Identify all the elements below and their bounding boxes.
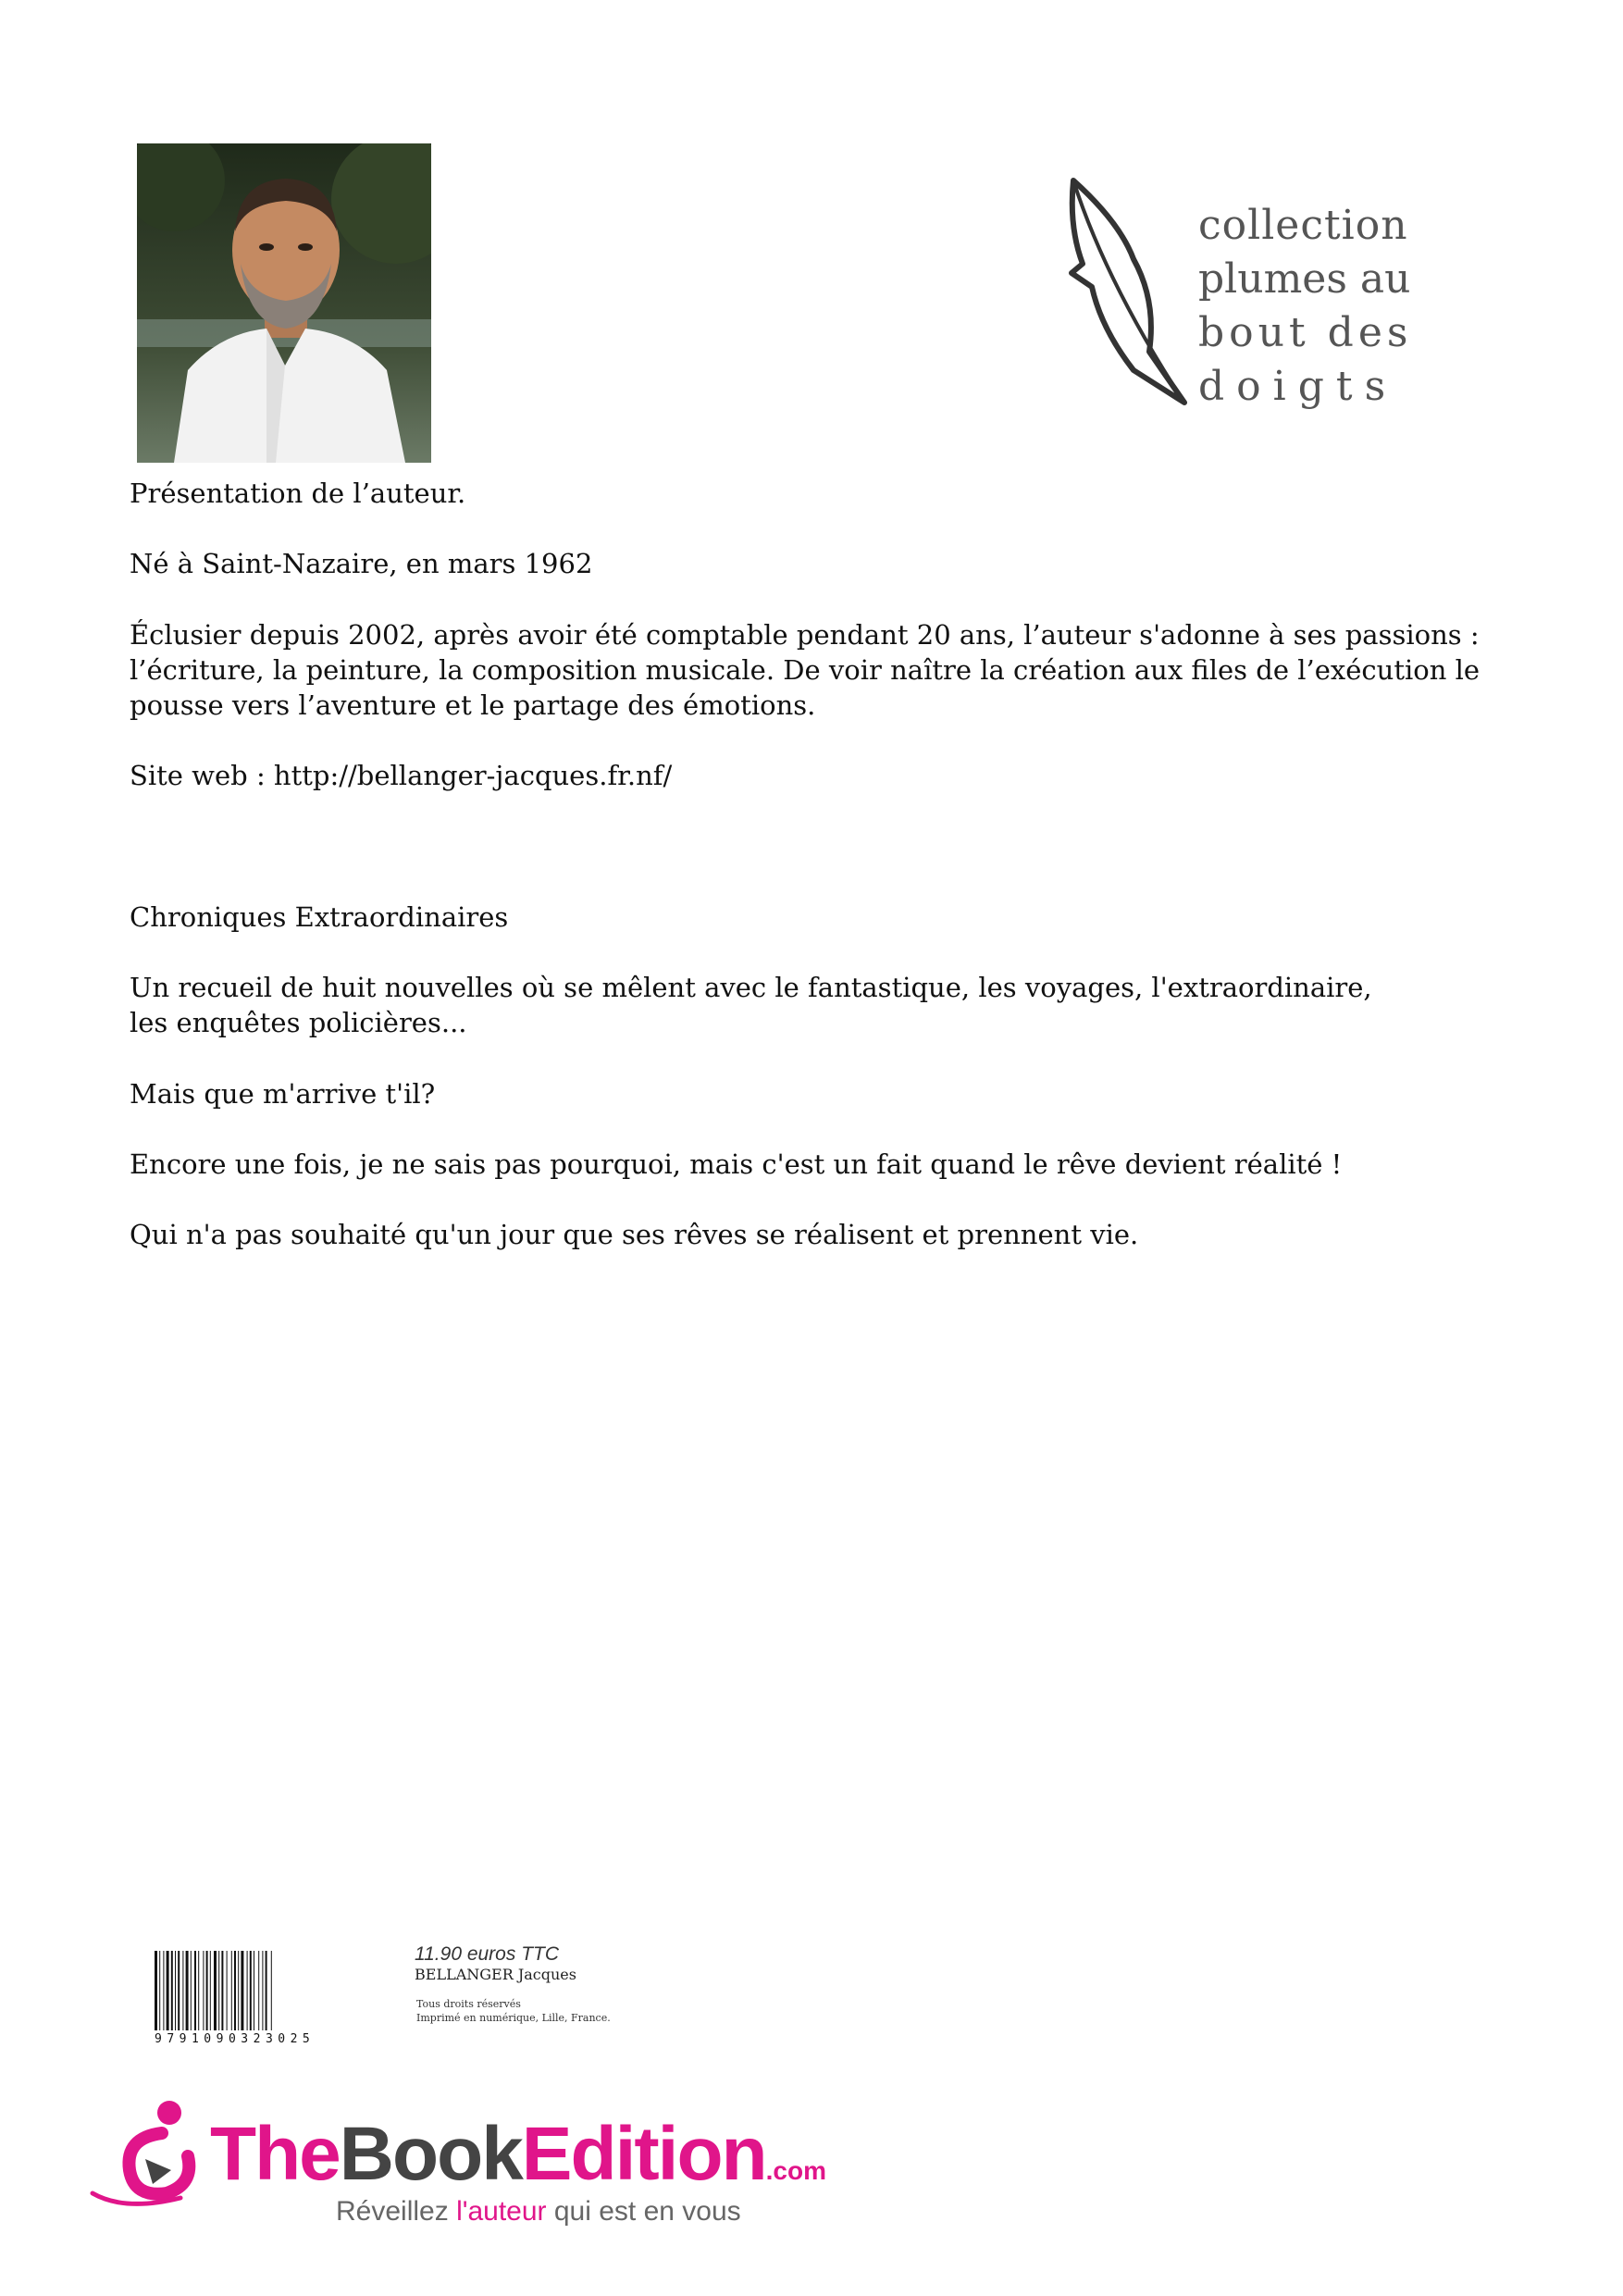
author-bio-line-3: pousse vers l’aventure et le partage des émotions.: [130, 689, 816, 721]
barcode-bar: [203, 1951, 204, 2030]
author-heading: Présentation de l’auteur.: [130, 478, 466, 509]
barcode-bar: [234, 1951, 236, 2030]
barcode-bar: [247, 1951, 248, 2030]
feather-icon: [1064, 171, 1194, 412]
price: 11.90 euros TTC: [415, 1943, 560, 1965]
publisher-logo: [88, 2096, 847, 2235]
author-born: Né à Saint-Nazaire, en mars 1962: [130, 548, 593, 579]
barcode-bar: [271, 1951, 272, 2030]
collection-logo: [1064, 171, 1413, 412]
rights-line-2: Imprimé en numérique, Lille, France.: [416, 2012, 611, 2024]
back-author: BELLANGER Jacques: [415, 1966, 576, 1983]
book-title: Chroniques Extraordinaires: [130, 901, 509, 933]
author-bio-line-2: l’écriture, la peinture, la composition musicale. De voir naître la création aux files de l’exécution le: [130, 654, 1481, 686]
barcode-bar: [206, 1951, 208, 2030]
barcode-bar: [241, 1951, 243, 2030]
barcode-bar: [262, 1951, 263, 2030]
publisher-name-the: The: [210, 2112, 340, 2196]
barcode-bar: [163, 1951, 164, 2030]
publisher-name-com: .com: [765, 2156, 826, 2185]
collection-line-4: doigts: [1198, 363, 1398, 410]
barcode-bar: [210, 1951, 211, 2030]
rights-text: [416, 1997, 611, 2025]
barcode-bar: [238, 1951, 239, 2030]
barcode-bar: [186, 1951, 189, 2030]
barcode-bar: [218, 1951, 219, 2030]
barcode-bar: [191, 1951, 192, 2030]
tagline-post: qui est en vous: [546, 2196, 741, 2227]
tagline-pre: Réveillez: [336, 2196, 457, 2227]
barcode-bar: [155, 1951, 157, 2030]
collection-line-1: collection: [1198, 202, 1408, 249]
barcode-bar: [198, 1951, 199, 2030]
barcode-bar: [178, 1951, 180, 2030]
barcode-bar: [167, 1951, 169, 2030]
publisher-name-edition: Edition: [521, 2112, 766, 2196]
book-dream-line: Encore une fois, je ne sais pas pourquoi, mais c'est un fait quand le rêve devient réalité !: [130, 1148, 1343, 1180]
author-photo: [137, 143, 431, 463]
author-website: Site web : http://bellanger-jacques.fr.nf/: [130, 760, 673, 791]
collection-line-2: plumes au: [1198, 255, 1411, 303]
publisher-tagline: [336, 2196, 741, 2228]
author-bio-line-1: Éclusier depuis 2002, après avoir été comptable pendant 20 ans, l’auteur s'adonne à ses passions :: [130, 619, 1480, 651]
barcode-number: 9791090323025: [155, 2032, 316, 2046]
reader-swirl-icon: [88, 2096, 208, 2216]
barcode-bar: [194, 1951, 196, 2030]
collection-line-3: bout des: [1198, 309, 1413, 356]
book-question: Mais que m'arrive t'il?: [130, 1078, 436, 1110]
barcode-bar: [175, 1951, 176, 2030]
barcode-bar: [266, 1951, 267, 2030]
barcode-bar: [258, 1951, 259, 2030]
book-summary-line-1: Un recueil de huit nouvelles où se mêlent avec le fantastique, les voyages, l'extraordinaire,: [130, 972, 1372, 1003]
barcode-bar: [250, 1951, 252, 2030]
barcode-bar: [227, 1951, 228, 2030]
barcode-bar: [182, 1951, 183, 2030]
rights-line-1: Tous droits réservés: [416, 1998, 521, 2010]
tagline-highlight: l'auteur: [456, 2196, 547, 2227]
barcode-bar: [214, 1951, 217, 2030]
book-summary-line-2: les enquêtes policières...: [130, 1007, 467, 1038]
barcode-bar: [171, 1951, 173, 2030]
barcode-bar: [221, 1951, 223, 2030]
barcode-bar: [231, 1951, 232, 2030]
publisher-name-book: Book: [339, 2112, 522, 2196]
barcode-bar: [159, 1951, 160, 2030]
book-wish-line: Qui n'a pas souhaité qu'un jour que ses rêves se réalisent et prennent vie.: [130, 1219, 1139, 1250]
